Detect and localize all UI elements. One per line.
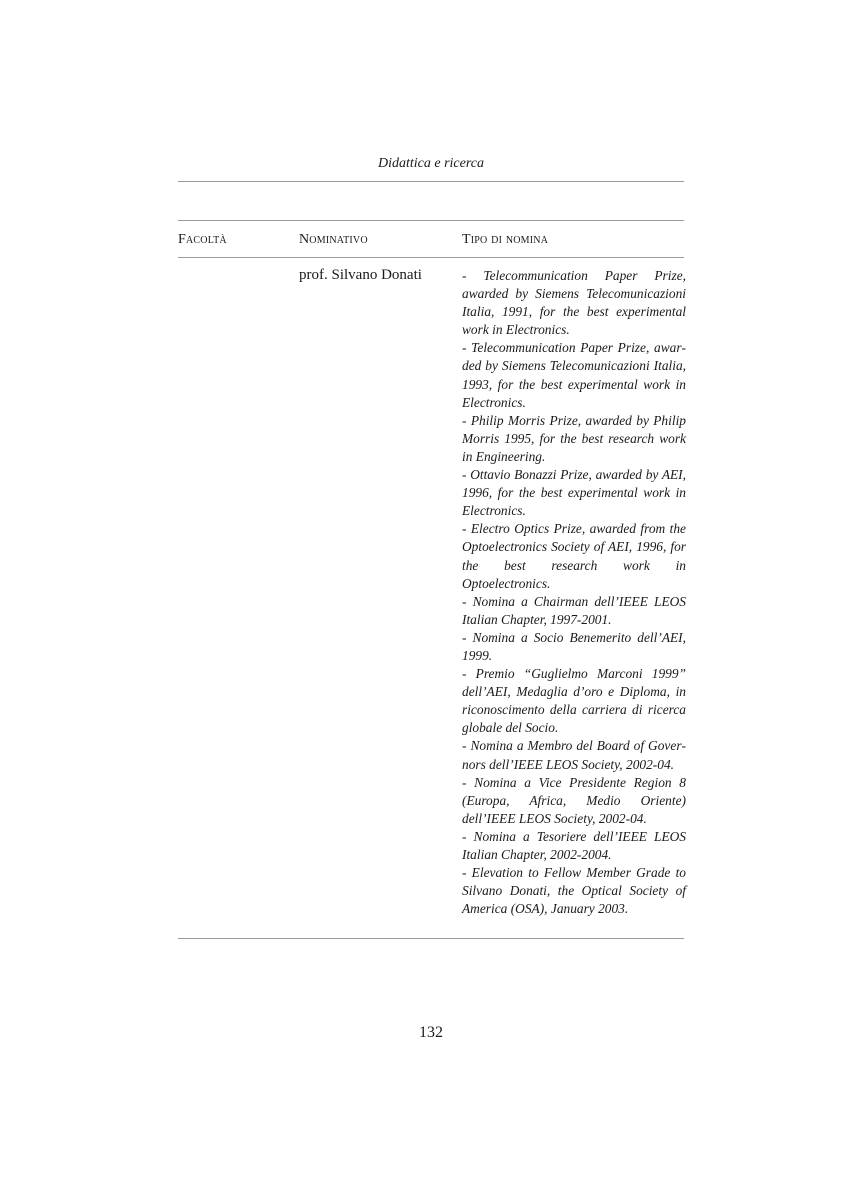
running-head-rule <box>178 181 684 182</box>
nomina-entry: - Nomina a Chairman dell’IEEE LEOS Italian Chapter, 1997-2001. <box>462 593 686 627</box>
nomina-entry: - Premio “Guglielmo Marconi 1999” dell’AEI, Medaglia d’oro e Diploma, in riconoscimento della carriera di ricerca globale del Socio. <box>462 666 686 736</box>
table-bottom-rule <box>178 938 684 939</box>
nomina-entry: - Nomina a Tesoriere dell’IEEE LEOS Italian Chapter, 2002-2004. <box>462 828 686 862</box>
column-header-nominativo: Nominativo <box>299 232 368 247</box>
nomina-entry: - Philip Morris Prize, awarded by Philip Morris 1995, for the best research work in Engineering. <box>462 412 686 464</box>
nomina-entry: - Nomina a Membro del Board of Governors dell’IEEE LEOS Society, 2002-04. <box>462 738 686 772</box>
nomina-entry: - Ottavio Bonazzi Prize, awarded by AEI, 1996, for the best experimental work in Electronics. <box>462 467 686 519</box>
nomina-entry: - Telecommunication Paper Prize, awarded by Siemens Telecomunicazioni Italia, 1993, for the best experimental work in Electronics. <box>462 340 686 410</box>
column-header-facolta: Facoltà <box>178 232 227 247</box>
table-top-rule <box>178 220 684 221</box>
nomina-entry: - Telecommunication Paper Prize, awarded by Siemens Telecomunicazioni Italia, 1991, for the best experimental work in Electronics. <box>462 268 686 338</box>
table-header-rule <box>178 257 684 258</box>
page-number: 132 <box>419 1024 443 1041</box>
nomina-entry: - Nomina a Socio Benemerito dell’AEI, 1999. <box>462 629 686 663</box>
column-header-tipo-di-nomina: Tipo di nomina <box>462 232 549 247</box>
running-head: Didattica e ricerca <box>377 156 484 171</box>
nomina-entry: - Elevation to Fellow Member Grade to Silvano Donati, the Optical Society of America (OSA), January 2003. <box>462 865 686 917</box>
table-header-row <box>0 232 848 252</box>
tipo-di-nomina-cell <box>462 267 686 918</box>
nominativo-cell: prof. Silvano Donati <box>299 267 422 283</box>
nomina-entry: - Nomina a Vice Presidente Region 8 (Europa, Africa, Medio Oriente) dell’IEEE LEOS Society, 2002-04. <box>462 774 686 826</box>
nomina-entry: - Electro Optics Prize, awarded from the Optoelectronics Society of AEI, 1996, for the best research work in Optoelectronics. <box>462 521 686 591</box>
